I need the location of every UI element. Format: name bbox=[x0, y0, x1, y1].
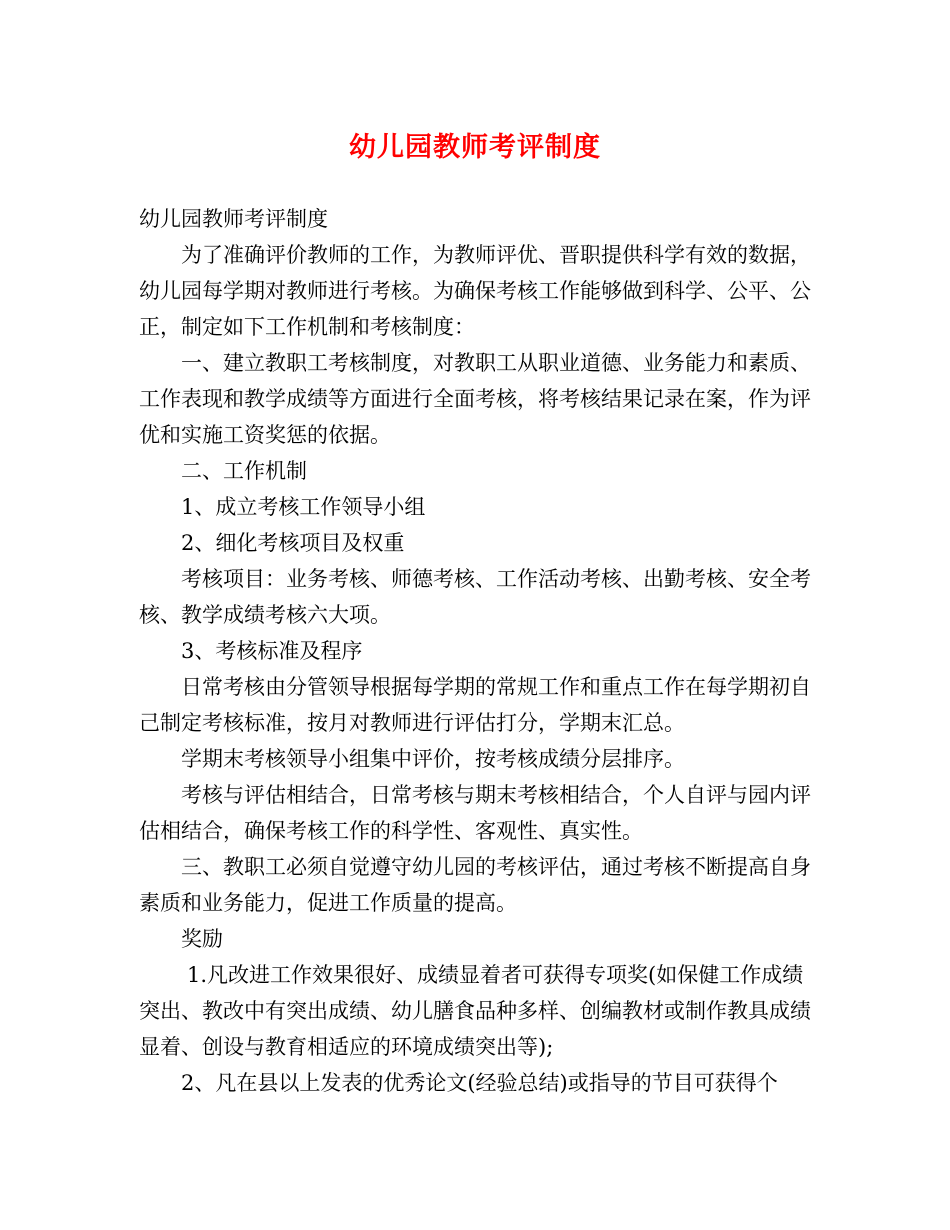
daily-assessment-paragraph: 日常考核由分管领导根据每学期的常规工作和重点工作在每学期初自己制定考核标准，按月对教师进行评估打分，学期末汇总。 bbox=[139, 675, 811, 735]
assessment-items-paragraph: 考核项目：业务考核、师德考核、工作活动考核、出勤考核、安全考核、教学成绩考核六大项。 bbox=[139, 567, 811, 627]
term-end-assessment-paragraph: 学期末考核领导小组集中评价，按考核成绩分层排序。 bbox=[181, 747, 685, 771]
section-three-paragraph: 三、教职工必须自觉遵守幼儿园的考核评估，通过考核不断提高自身素质和业务能力，促进工作质量的提高。 bbox=[139, 855, 811, 915]
item-one-paragraph: 1、成立考核工作领导小组 bbox=[181, 495, 426, 519]
combined-assessment-paragraph: 考核与评估相结合，日常考核与期末考核相结合，个人自评与园内评估相结合，确保考核工作的科学性、客观性、真实性。 bbox=[139, 783, 811, 843]
document-body bbox=[139, 201, 817, 1101]
document-title: 幼儿园教师考评制度 bbox=[349, 132, 601, 163]
reward-item-one-paragraph: 1.凡改进工作效果很好、成绩显着者可获得专项奖(如保健工作成绩突出、教改中有突出成绩、幼儿膳食品种多样、创编教材或制作教具成绩显着、创设与教育相适应的环境成绩突出等); bbox=[139, 963, 811, 1059]
section-two-heading: 二、工作机制 bbox=[181, 459, 307, 483]
item-two-paragraph: 2、细化考核项目及权重 bbox=[181, 531, 405, 555]
item-three-paragraph: 3、考核标准及程序 bbox=[181, 639, 363, 663]
subtitle-paragraph: 幼儿园教师考评制度 bbox=[139, 207, 328, 231]
rewards-heading: 奖励 bbox=[181, 927, 223, 951]
reward-item-two-paragraph: 2、凡在县以上发表的优秀论文(经验总结)或指导的节目可获得个 bbox=[181, 1071, 778, 1095]
section-one-paragraph: 一、建立教职工考核制度，对教职工从职业道德、业务能力和素质、工作表现和教学成绩等方面进行全面考核，将考核结果记录在案，作为评优和实施工资奖惩的依据。 bbox=[139, 351, 811, 447]
intro-paragraph: 为了准确评价教师的工作，为教师评优、晋职提供科学有效的数据，幼儿园每学期对教师进行考核。为确保考核工作能够做到科学、公平、公正，制定如下工作机制和考核制度： bbox=[139, 243, 811, 339]
